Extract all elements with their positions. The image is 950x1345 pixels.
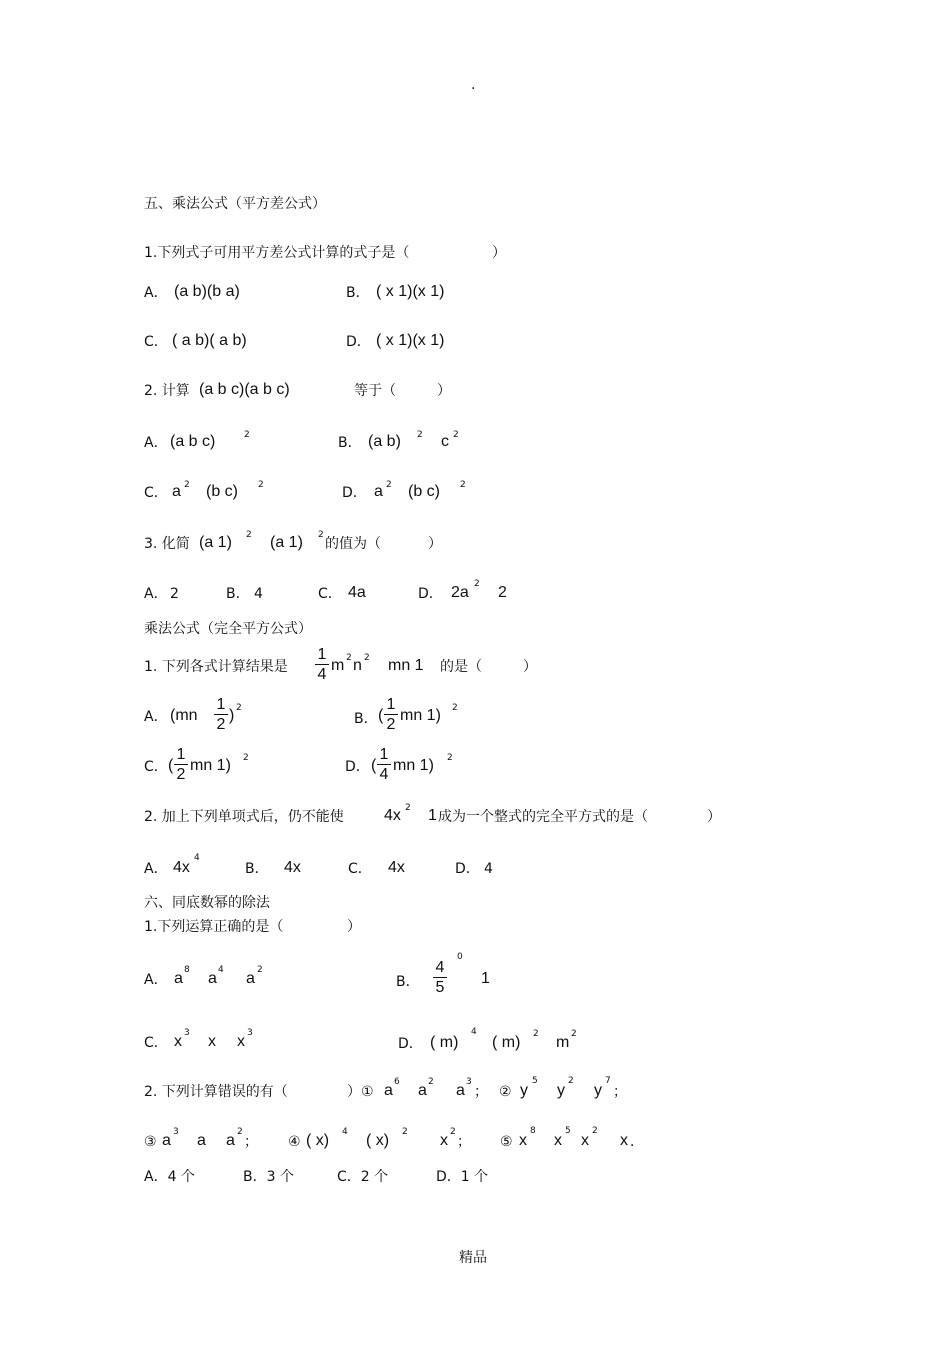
s6-q1-option-a-label: A． (144, 972, 168, 988)
s5b-q1-fraction-numerator: 1 (317, 646, 327, 663)
s6-q1-option-a-exponent3: 2 (257, 965, 263, 975)
s5b-q2-option-b: 4x (284, 859, 301, 876)
q1-close: ） (492, 245, 506, 261)
s5b-q1-option-d-exponent: 2 (447, 753, 453, 763)
s5b-q1-option-d-fraction (377, 746, 391, 783)
s5b-q1-close: ） (523, 659, 537, 675)
s6-q1-option-c-term1: x (174, 1033, 182, 1050)
s5b-q1-option-b-exponent: 2 (452, 703, 458, 713)
s5b-q2-prefix: 2. 加上下列单项式后，仍不能使 (144, 809, 344, 825)
s6-q1-option-d-term1: ( m) (430, 1034, 459, 1051)
q2-option-b-exponent2: 2 (453, 430, 459, 440)
s6-q1-option-a-exponent2: 4 (218, 965, 224, 975)
s5b-q1-option-a-label: A． (144, 709, 168, 725)
s5b-q1-rest: mn 1 (388, 657, 424, 674)
s6-q2-item2-end: ； (613, 1084, 627, 1100)
q3-suffix: 的值为（ (325, 536, 381, 552)
s5b-q1-n-exponent: 2 (364, 653, 370, 663)
q2-option-d-part1: a (374, 483, 383, 500)
s5b-q2-expression-constant: 1 (428, 807, 437, 824)
s6-q2-item3-term2: a (197, 1132, 206, 1149)
s6-q2-item5-exponent1: 8 (530, 1126, 536, 1136)
s6-q1-option-b-fraction (433, 959, 447, 996)
s6-q1-option-a-term1: a (174, 970, 183, 987)
s5b-q2-option-d-label: D． (455, 861, 480, 877)
s6-q2-item4-exponent3: 2 (450, 1127, 456, 1137)
s6-q2-item5-exponent3: 2 (592, 1126, 598, 1136)
q2-option-c-exponent1: 2 (184, 480, 190, 490)
s6-q2-item2-marker: ② (499, 1084, 512, 1100)
s6-q2-item3-exponent3: 2 (237, 1127, 243, 1137)
s5b-q1-option-a-exponent: 2 (236, 703, 242, 713)
s5b-q1-option-c-exponent: 2 (243, 753, 249, 763)
s6-q2-item4-term3: x (440, 1132, 448, 1149)
q2-prefix: 2. 计算 (144, 383, 190, 399)
q2-option-d-exponent2: 2 (460, 480, 466, 490)
s6-q2-option-d: D．1 个 (436, 1169, 489, 1185)
s5b-q1-prefix: 1. 下列各式计算结果是 (144, 659, 288, 675)
q1-option-d: ( x 1)(x 1) (376, 332, 445, 349)
s5b-q1-option-b-part2: mn 1) (400, 707, 441, 724)
s6-q2-item1-end: ； (474, 1084, 488, 1100)
s6-q2-item4-end: ； (457, 1134, 471, 1150)
s6-q2-item2-exponent3: 7 (605, 1076, 611, 1086)
s6-q2-item1-exponent1: 6 (394, 1077, 400, 1087)
s6-q2-item3-end: ； (244, 1134, 258, 1150)
s6-q2-item4-marker: ④ (288, 1134, 301, 1150)
s6-q1-option-c-term3: x (237, 1033, 245, 1050)
s6-q1-option-d-term3: m (556, 1034, 570, 1051)
s5b-q1-n: n (353, 657, 362, 674)
q2-option-c-exponent2: 2 (258, 480, 264, 490)
s6-q1-option-d-exponent1: 4 (471, 1027, 477, 1037)
q3-term2-exponent: 2 (318, 530, 324, 540)
s6-q2-item4-exponent2: 2 (402, 1127, 408, 1137)
s6-q1-option-b-rest: 1 (481, 970, 490, 987)
q2-option-a-exponent: 2 (244, 430, 250, 440)
q2-option-b-exponent1: 2 (417, 430, 423, 440)
s5b-q1-option-c-label: C． (144, 759, 168, 775)
s6-q2-item1-exponent3: 3 (466, 1077, 472, 1087)
s5b-q1-option-b-part1: ( (378, 707, 384, 724)
q1-option-a-label: A． (144, 285, 168, 301)
q2-option-c-label: C． (144, 485, 168, 501)
s5b-q2-option-c-label: C． (348, 861, 372, 877)
fraction-denominator: 2 (176, 766, 186, 783)
s5b-q1-suffix: 的是（ (440, 659, 482, 675)
s6-q2-item5-term4: x (620, 1132, 628, 1149)
fraction-denominator: 2 (216, 716, 226, 733)
s6-q2-prefix: 2. 下列计算错误的有（ (144, 1084, 288, 1100)
q2-option-c-part1: a (172, 483, 181, 500)
s6-q1-option-d-term2: ( m) (492, 1034, 521, 1051)
s5b-q1-option-b-fraction (384, 696, 398, 733)
s5b-q2-option-a-exponent: 4 (194, 853, 200, 863)
s5b-q2-suffix: 成为一个整式的完全平方式的是（ (438, 809, 648, 825)
s6-q1-stem: 1.下列运算正确的是（ (144, 919, 284, 935)
s6-q1-option-a-exponent1: 8 (184, 965, 190, 975)
s6-q2-item5-term2: x (554, 1132, 562, 1149)
s6-q2-item2-term1: y (520, 1082, 528, 1099)
fraction-denominator: 5 (435, 979, 445, 996)
s6-q1-option-b-label: B． (396, 974, 420, 990)
q1-stem: 1.下列式子可用平方差公式计算的式子是（ (144, 245, 410, 261)
s6-q1-option-d-exponent2: 2 (533, 1029, 539, 1039)
q2-option-a: (a b c) (170, 433, 216, 450)
s5b-q1-fraction (315, 646, 329, 683)
s6-q1-option-c-label: C． (144, 1035, 168, 1051)
q2-suffix: 等于（ (354, 383, 396, 399)
s5b-q1-option-a-part1: (mn (170, 707, 198, 724)
fraction-denominator: 4 (379, 766, 389, 783)
s6-q2-option-b: B．3 个 (243, 1169, 294, 1185)
fraction-bar (433, 977, 447, 978)
s6-q1-option-d-label: D． (398, 1036, 423, 1052)
s6-q2-item1-term2: a (418, 1082, 427, 1099)
header-dot: . (471, 77, 476, 93)
q3-close: ） (428, 536, 442, 552)
q3-option-d-label: D． (418, 586, 443, 602)
s6-q2-item1-marker: ① (361, 1084, 374, 1100)
fraction-denominator: 2 (386, 716, 396, 733)
s5b-q2-option-a-label: A． (144, 861, 168, 877)
s6-q1-option-a-term2: a (208, 970, 217, 987)
q1-option-a: (a b)(b a) (174, 283, 240, 300)
s5b-q1-option-c-part2: mn 1) (190, 757, 231, 774)
section-title-perfect-square: 乘法公式（完全平方公式） (144, 621, 312, 637)
q3-option-b: 4 (254, 586, 263, 602)
s6-q2-item5-marker: ⑤ (500, 1134, 513, 1150)
s5b-q1-option-a-part2: ) (229, 707, 235, 724)
s6-q2-item1-exponent2: 2 (428, 1077, 434, 1087)
q3-option-d-part2: 2 (498, 584, 507, 601)
fraction-numerator: 1 (176, 746, 186, 763)
s6-q2-item3-marker: ③ (144, 1134, 157, 1150)
s6-q2-item1-term1: a (384, 1082, 393, 1099)
s5b-q1-m-exponent: 2 (346, 653, 352, 663)
q2-close: ） (437, 383, 451, 399)
s6-q1-option-a-term3: a (246, 970, 255, 987)
s5b-q1-m: m (331, 657, 345, 674)
footer-label: 精品 (459, 1250, 487, 1266)
s5b-q2-option-b-label: B． (245, 861, 269, 877)
s6-q2-item3-term1: a (162, 1132, 171, 1149)
s6-q1-option-b-exponent: 0 (457, 952, 463, 962)
q3-option-c: 4a (348, 584, 366, 601)
q2-option-a-label: A． (144, 435, 168, 451)
s6-q1-option-d-exponent3: 2 (571, 1029, 577, 1039)
fraction-bar (384, 714, 398, 715)
s5b-q1-option-d-label: D． (345, 759, 370, 775)
q1-option-b-label: B． (346, 285, 370, 301)
s6-q2-item5-term3: x (581, 1132, 589, 1149)
s5b-q1-option-c-part1: ( (168, 757, 174, 774)
q3-option-c-label: C． (318, 586, 342, 602)
s6-q2-item2-exponent2: 2 (568, 1076, 574, 1086)
s6-q2-item5-end: ． (630, 1134, 644, 1150)
q2-option-b-part1: (a b) (368, 433, 401, 450)
fraction-bar (174, 764, 188, 765)
q3-option-d-exponent: 2 (474, 579, 480, 589)
q3-option-b-label: B． (226, 586, 250, 602)
s6-q2-option-c: C．2 个 (337, 1169, 389, 1185)
q3-term1: (a 1) (199, 534, 232, 551)
q1-option-b: ( x 1)(x 1) (376, 283, 445, 300)
fraction-numerator: 1 (216, 696, 226, 713)
fraction-numerator: 1 (379, 746, 389, 763)
s6-q2-item1-term3: a (456, 1082, 465, 1099)
q3-option-d-part1: 2a (451, 584, 469, 601)
s5b-q2-expression-exponent: 2 (405, 803, 411, 813)
s5b-q1-option-d-part2: mn 1) (393, 757, 434, 774)
s6-q2-item4-exponent1: 4 (342, 1127, 348, 1137)
s5b-q1-option-d-part1: ( (371, 757, 377, 774)
s6-q2-item5-term1: x (519, 1132, 527, 1149)
q2-expression: (a b c)(a b c) (199, 381, 290, 398)
s5b-q1-option-c-fraction (174, 746, 188, 783)
s5b-q2-close: ） (707, 809, 721, 825)
s5b-q2-option-c: 4x (388, 859, 405, 876)
s6-q2-item4-term1: ( x) (306, 1132, 330, 1149)
fraction-numerator: 4 (435, 959, 445, 976)
section-title-difference-of-squares: 五、乘法公式（平方差公式） (144, 196, 326, 212)
fraction-bar (315, 664, 329, 665)
q2-option-d-exponent1: 2 (386, 480, 392, 490)
q1-option-c-label: C． (144, 334, 168, 350)
s6-q1-option-c-term2: x (208, 1033, 216, 1050)
s6-q1-option-c-exponent3: 3 (247, 1028, 253, 1038)
fraction-bar (214, 714, 228, 715)
q2-option-d-label: D． (342, 485, 367, 501)
s6-q1-option-c-exponent1: 3 (184, 1028, 190, 1038)
s5b-q1-option-b-label: B． (354, 711, 378, 727)
s5b-q2-expression: 4x (384, 807, 401, 824)
s6-q2-option-a: A．4 个 (144, 1169, 195, 1185)
q3-prefix: 3. 化简 (144, 536, 190, 552)
q2-option-d-part2: (b c) (408, 483, 440, 500)
fraction-bar (377, 764, 391, 765)
q2-option-b-label: B． (338, 435, 362, 451)
s5b-q1-fraction-denominator: 4 (317, 666, 327, 683)
q1-option-d-label: D． (346, 334, 371, 350)
s6-q2-item2-term3: y (594, 1082, 602, 1099)
q3-term2: (a 1) (270, 534, 303, 551)
s6-q2-item2-exponent1: 5 (532, 1076, 538, 1086)
q3-option-a-label: A． (144, 586, 168, 602)
q2-option-c-part2: (b c) (206, 483, 238, 500)
s5b-q1-option-a-fraction (214, 696, 228, 733)
s6-q2-item3-term3: a (226, 1132, 235, 1149)
q3-term1-exponent: 2 (246, 530, 252, 540)
s6-q2-item3-exponent1: 3 (173, 1127, 179, 1137)
s5b-q2-option-a: 4x (173, 859, 190, 876)
q1-option-c: ( a b)( a b) (172, 332, 247, 349)
s6-q1-close: ） (347, 919, 361, 935)
q3-option-a: 2 (170, 586, 179, 602)
s5b-q2-option-d: 4 (484, 861, 493, 877)
q2-option-b-part2: c (441, 433, 449, 450)
s6-q2-item2-term2: y (557, 1082, 565, 1099)
s6-q2-item4-term2: ( x) (366, 1132, 390, 1149)
fraction-numerator: 1 (386, 696, 396, 713)
section-title-division-of-powers: 六、同底数幂的除法 (144, 895, 270, 911)
s6-q2-item5-exponent2: 5 (565, 1126, 571, 1136)
s6-q2-close: ） (347, 1084, 361, 1100)
